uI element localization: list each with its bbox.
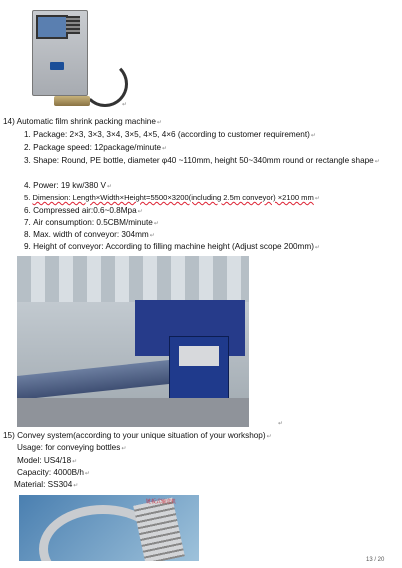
- paragraph-mark-icon: ↵: [156, 120, 162, 126]
- paragraph-mark-icon: ↵: [106, 184, 112, 190]
- paragraph-mark-icon: ↵: [72, 459, 78, 465]
- paragraph-mark-icon: ↵: [122, 102, 128, 108]
- spec-item-3: 3. Shape: Round, PE bottle, diameter φ40 ~110mm, height 50~340mm round or rectangle shape↵: [24, 156, 380, 165]
- control-panel: [179, 346, 219, 366]
- paragraph-mark-icon: ↵: [149, 233, 155, 239]
- conveyor-capacity: Capacity: 4000B/h↵: [17, 468, 90, 477]
- section-15-title: 15) Convey system(according to your unique situation of your workshop)↵: [3, 431, 272, 440]
- paragraph-mark-icon: ↵: [310, 133, 316, 139]
- factory-floor: [17, 398, 249, 427]
- spec-item-2: 2. Package speed: 12package/minute↵: [24, 143, 168, 152]
- spec-item-9: 9. Height of conveyor: According to filling machine height (Adjust scope 200mm)↵: [24, 242, 320, 251]
- paragraph-mark-icon: ↵: [84, 471, 90, 477]
- spec-item-5: 5. Dimension: Length×Width×Height=5500×3200(including 2.5m conveyor) ×2100 mm↵: [24, 193, 320, 202]
- paragraph-mark-icon: ↵: [153, 221, 159, 227]
- printer-head: [54, 96, 90, 106]
- shrink-packing-machine-photo: [17, 256, 249, 427]
- paragraph-mark-icon: ↵: [278, 421, 284, 427]
- spec-item-8: 8. Max. width of conveyor: 304mm↵: [24, 230, 155, 239]
- conveyor-material: Material: SS304↵: [14, 480, 79, 489]
- printer-screen: [36, 15, 68, 39]
- page-number: 13 / 20: [366, 557, 385, 563]
- factory-roof: [17, 256, 249, 302]
- conveyor-usage: Usage: for conveying bottles↵: [17, 443, 127, 452]
- spec-item-4: 4. Power: 19 kw/380 V↵: [24, 181, 112, 190]
- spec-item-1: 1. Package: 2×3, 3×3, 3×4, 3×5, 4×5, 4×6 (according to customer requirement)↵: [24, 130, 316, 139]
- paragraph-mark-icon: ↵: [314, 196, 320, 202]
- conveyor-photo-caption: 链板式输送机: [146, 499, 177, 505]
- section-14-title: 14) Automatic film shrink packing machine↵: [3, 117, 162, 126]
- conveyor-model: Model: US4/18↵: [17, 456, 78, 465]
- coding-printer-photo: [22, 6, 122, 110]
- paragraph-mark-icon: ↵: [266, 434, 272, 440]
- spec-item-7: 7. Air consumption: 0.5CBM/minute↵: [24, 218, 159, 227]
- paragraph-mark-icon: ↵: [314, 245, 320, 251]
- spec-item-6: 6. Compressed air:0.6~0.8Mpa↵: [24, 206, 143, 215]
- paragraph-mark-icon: ↵: [162, 146, 168, 152]
- printer-keypad: [66, 16, 80, 34]
- paragraph-mark-icon: ↵: [137, 209, 143, 215]
- paragraph-mark-icon: ↵: [374, 159, 380, 165]
- printer-logo: [50, 62, 64, 70]
- paragraph-mark-icon: ↵: [121, 446, 127, 452]
- paragraph-mark-icon: ↵: [73, 483, 79, 489]
